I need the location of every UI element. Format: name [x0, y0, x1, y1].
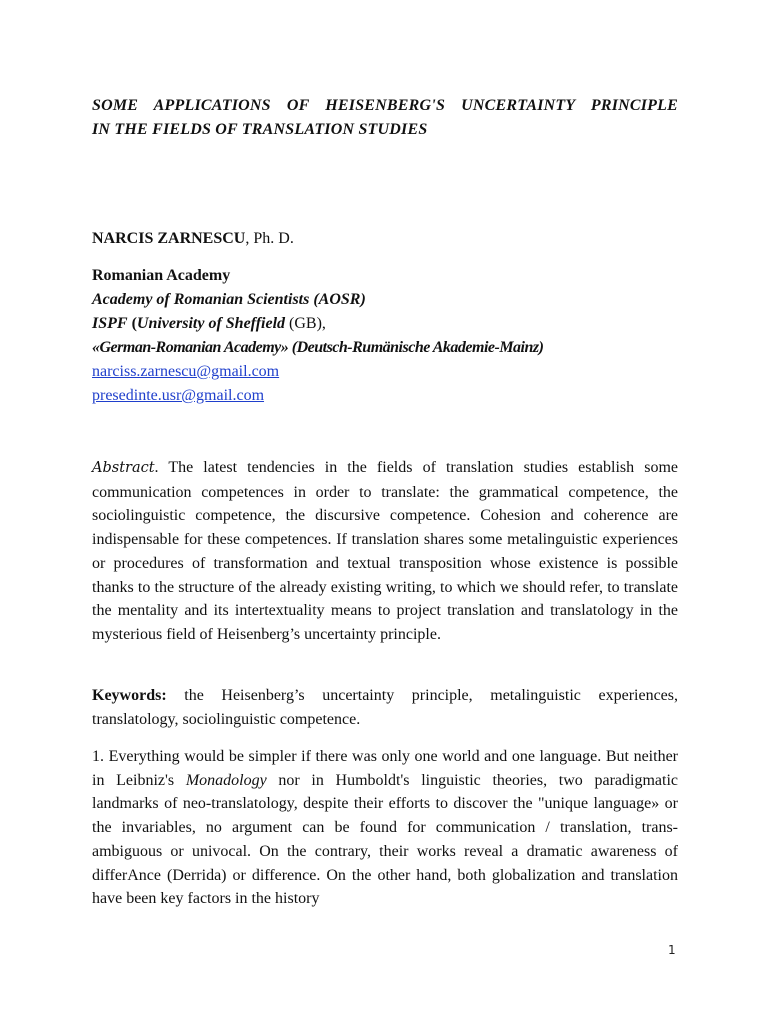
paper-title: [92, 94, 678, 142]
author-degree: , Ph. D.: [245, 230, 294, 247]
affiliation-ispf-paren: (: [127, 315, 137, 332]
monadology-title: Monadology: [185, 771, 267, 789]
page-number: 1: [668, 943, 676, 957]
email-link-2[interactable]: presedinte.usr@gmail.com: [92, 387, 265, 404]
affiliation-romanian-academy: Romanian Academy: [92, 267, 231, 284]
email-link-1[interactable]: narciss.zarnescu@gmail.com: [92, 363, 280, 380]
section-1-text-end: nor in Humboldt's linguistic theories, two paradigmatic landmarks of neo-translatology, despite their efforts to discover the "unique language» or the invariables, no argument can be found for communication / translation, trans-ambiguous or univocal. On the contrary, their works reveal a dramatic awareness of differAnce (Derrida) or difference. On the other hand, both globalization and translation have been key factors in the history: [92, 771, 679, 908]
affiliation-gb: (GB),: [285, 315, 326, 332]
affiliation-ispf-label: ISPF: [92, 315, 128, 332]
affiliation-german-romanian-academy: «German-Romanian Academy» (Deutsch-Rumänische Akademie-Mainz): [92, 339, 544, 356]
section-1-paragraph: [92, 745, 678, 911]
keywords-label: Keywords:: [92, 687, 167, 704]
affiliation-aosr: Academy of Romanian Scientists (AOSR): [92, 291, 366, 308]
section-1-text-start: 1. Everything would be simpler if there was only one world and one language. But neither in Leibniz's: [92, 748, 678, 789]
keywords-paragraph: [92, 684, 678, 731]
author-line: [92, 228, 294, 250]
author-name: NARCIS ZARNESCU: [92, 230, 246, 247]
abstract-paragraph: [92, 456, 678, 647]
affiliations-block: [92, 264, 543, 408]
affiliation-ispf: [92, 312, 543, 336]
abstract-text: . The latest tendencies in the fields of translation studies establish some communication competences in order to translate: the grammatical competence, the sociolinguistic competence, the discursive competence. Cohesion and coherence are indispensable for these competences. If translation shares some metalinguistic experiences or procedures of transformation and textual transposition whose existence is possible thanks to the structure of the already existing writing, to which we should refer, to translate the mentality and its intertextuality means to project translation and translatology in the mysterious field of Heisenberg’s uncertainty principle.: [92, 459, 678, 643]
affiliation-sheffield: University of Sheffield: [136, 315, 286, 332]
title-line-1: SOME APPLICATIONS OF HEISENBERG'S UNCERTAINTY PRINCIPLE: [92, 97, 678, 114]
keywords-text: the Heisenberg’s uncertainty principle, metalinguistic experiences, translatology, sociolinguistic competence.: [92, 687, 678, 728]
title-line-2: IN THE FIELDS OF TRANSLATION STUDIES: [92, 121, 428, 138]
abstract-label: Abstract: [92, 460, 155, 476]
